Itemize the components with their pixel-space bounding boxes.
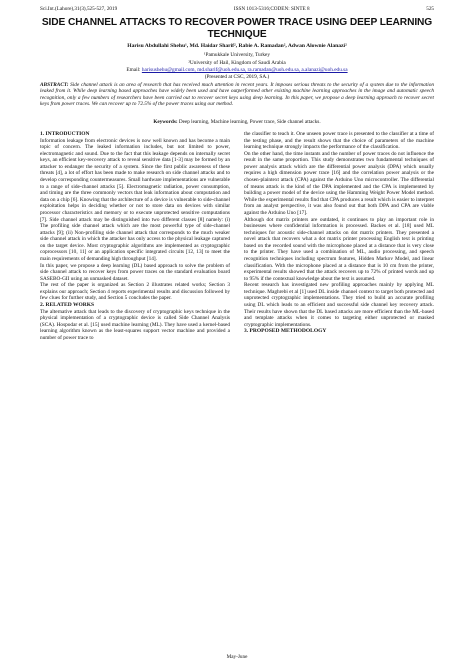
journal-citation: Sci.Int.(Lahore),31(3),525-527, 2019	[40, 6, 118, 12]
body-paragraph: Although dot matrix printers are outdated, it continues to play an important role in businesses where confidential information is processed. Backes et al. [18] used ML techniques for acoustic side-channel attacks on dot matrix printers. They presented a novel attack that recovers what a dot matrix printer processing English text is printing based on the recorded sound with the microphone placed at a distance that is very close to the printer. They have used a combination of ML, audio processing, and speech recognition techniques including spectrum features, Hidden Markov Model, and linear classification. With the microphone placed at a distance that is 10 cm from the printer, experimental results showed that the attack recovers up to 72% of printed words and up to 95% if the contextual knowledge about the text is assumed.	[244, 216, 434, 282]
left-column	[40, 131, 230, 342]
author-list: Harisu Abdullahi Shehu¹, Md. Haidar Sharif², Rabie A. Ramadan², Adwan Alownie Alanazi²	[127, 43, 347, 49]
keywords	[40, 119, 434, 125]
paper-title: SIDE CHANNEL ATTACKS TO RECOVER POWER TRACE USING DEEP LEARNING TECHNIQUE	[41, 17, 433, 40]
email-label: Email:	[126, 67, 141, 73]
page-number: 525	[426, 6, 434, 12]
affiliation-1: ¹Pamukkale University, Turkey	[203, 52, 271, 58]
body-paragraph: The alternative attack that leads to the discovery of cryptographic keys technique in the physical implementation of a cryptographic device is called Side Channel Analysis (SCA). Hospodar et al. [15] used machine learning (ML). They have used a kernel-based learning algorithm known as the least-squares support vector machine and provided a number of power trace to	[40, 308, 230, 341]
abstract	[40, 82, 434, 108]
right-column	[244, 131, 434, 335]
body-paragraph: Recent research has investigated new profiling approaches mainly by applying ML technique. Maghrebi et al [1] used DL inside channel context to target both protected and unprotected cryptographic implementations. They tried to build an accurate profiling using DL which leads to an efficient and successful side channel key recovery attack. Their results have shown that the DL based attacks are more efficient than the ML-based and template attacks when it comes to targeting either unprotected or masked cryptographic implementations.	[244, 282, 434, 328]
presented-note: (Presented at CSC, 2019, SA.)	[204, 74, 270, 80]
body-paragraph: Information leakage from electronic devices is now well known and has become a main topic of concern. The leaked information includes, but not limited to power, electromagnetic and sound. Due to the fact that this leakage depends on internally secret keys, an efficient key-recovery attack to reveal sensitive data [1-3] may be formed by an attacker to endanger the security of a system. Since the first public awareness of these threats [4], a lot of effort has been made to make research on side channel attacks and to develop corresponding countermeasures. Small hardware implementations are vulnerable to a range of side-channel attacks [5]. Electromagnetic radiation, power consumption, and timing are the three commonly vectors that leak information about computation and data on a chip [6]. Knowing that the architecture of a device is vulnerable to side-channel exploitation helps in deciding whether or not to store data on devices with similar processor characteristics and memory or to execute unprotected sensitive computations [7]. Side channel attack may be distinguished into two different classes [8] namely: (i) The profiling side channel attack which are the most powerful type of side-channel attacks [9]; (ii) Non-profiling side channel attack that corresponds to the much weaker side channel attack in which the attacker has only access to the physical leakage captured on the target device. Most cryptographic algorithms are implemented as cryptographic coprocessors [10, 11] or an application specific integrated circuits [12, 13] to meet the main requirements of demanding high throughput [14].	[40, 137, 230, 262]
email-links[interactable]: harisushehu@gmail.com, md.sharif@uoh.edu.sa, ra.ramadan@uoh.edu.sa, a.alanazi@uoh.edu.sa	[141, 67, 348, 73]
section-heading: 2. RELATED WORKS	[40, 302, 95, 309]
body-paragraph: The rest of the paper is organized as Section 2 illustrates related works; Section 3 explains our approach; Section 4 reports experimental results and discussion followed by few clues for further study, and Section 5 concludes the paper.	[40, 282, 230, 302]
running-header	[40, 6, 434, 12]
page-footer: May-June	[226, 654, 248, 660]
keywords-label: Keywords:	[153, 119, 178, 125]
issn-line: ISSN 1013-5316;CODEN: SINTE 8	[233, 6, 310, 12]
affiliation-2: ²University of Hail, Kingdom of Saudi Arabia	[188, 60, 286, 66]
body-paragraph: On the other hand, the time instants and the number of power traces do not influence the result in the same proportion. This study demonstrates two fundamental techniques of power analysis attack which are the differential power analysis (DPA) which usually requires a high dimension power trace [16] and the correlation power analysis or the chosen-plaintext attack (CPA) against the Arduino Uno microcontroller. The differential of means attack is the kind of the DPA implemented and the CPA is implemented by building a power model of the device using the Hamming Weight Power Model method. While the experimental results find that CPA produces a result which is easier to interpret from an analyst perspective, it was also found out that both DPA and CPA are viable against the Arduino Uno [17].	[244, 150, 434, 216]
section-heading: 3. PROPOSED METHODOLOGY	[244, 328, 327, 335]
abstract-label: ABSTRACT:	[40, 82, 69, 88]
email-line	[40, 67, 434, 74]
body-paragraph: In this paper, we propose a deep learning (DL) based approach to solve the problem of side channel attack to recover keys from power traces on the standard evaluation board SASEBO-GII using an unmasked dataset.	[40, 262, 230, 282]
body-paragraph: the classifier to teach it. One unseen power trace is presented to the classifier at a time of the testing phase, and the result shows that the choice of parameters of the machine learning technique strongly impacts the performance of the classification.	[244, 131, 434, 151]
abstract-text: Side channel attack is an area of research that has received much attention in recent years. It imposes serious threats to the security of a system due to the information leaked from it. While deep learning based approaches have widely been used and have outperformed other existing machine learning approaches in the image and automatic speech recognition, only a few numbers of researchers have been carried out to recover secret keys using deep learning. In this paper, we propose a deep learning approach to recover secret keys from power traces. We can recover up to 72.5% of the power traces using our method.	[40, 82, 435, 108]
section-heading: 1. INTRODUCTION	[40, 131, 90, 137]
keywords-text: Deep learning, Machine learning, Power trace, Side channel attacks.	[178, 119, 321, 125]
